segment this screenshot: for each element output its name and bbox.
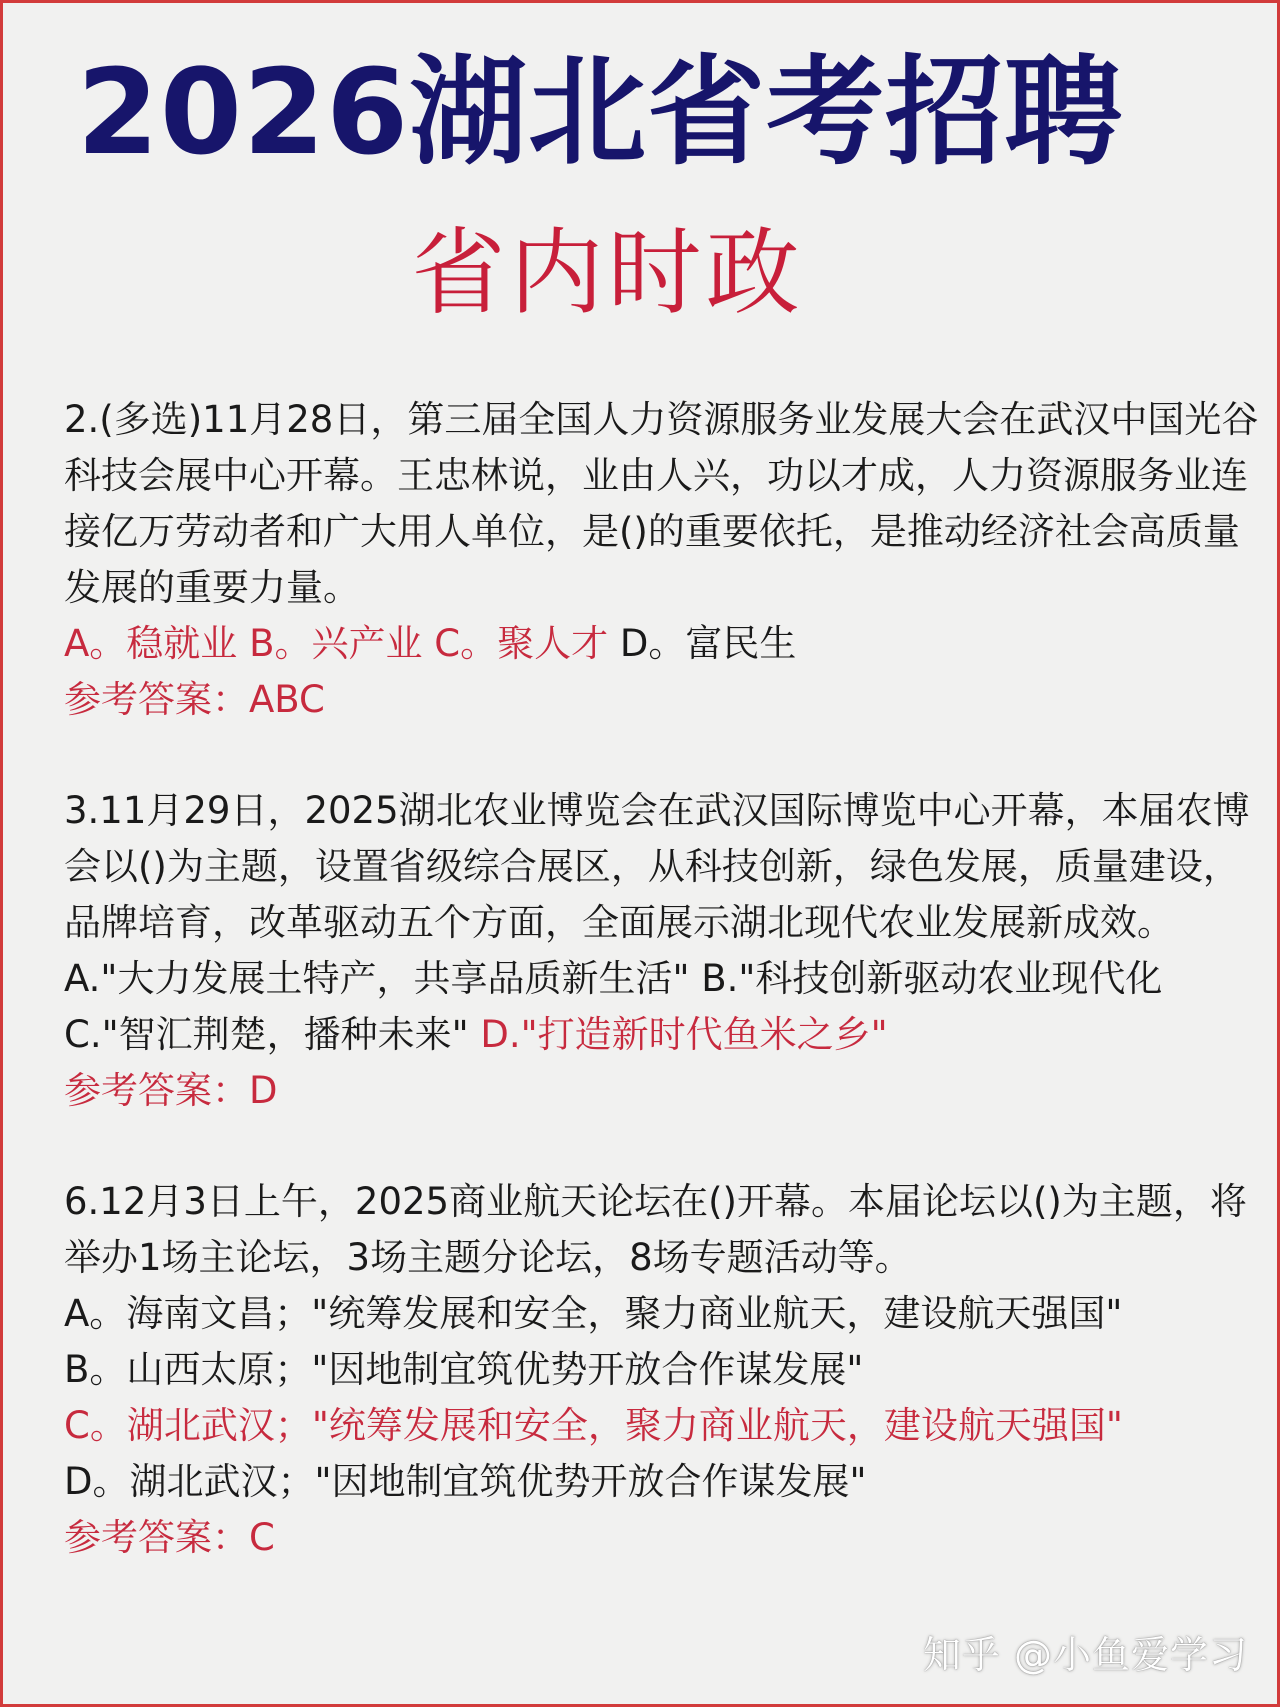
question-3 xyxy=(64,783,1264,1119)
question-list xyxy=(64,392,1264,1566)
question-options-row-1 xyxy=(64,951,1264,1007)
answer-line: 参考答案：D xyxy=(64,1069,278,1112)
question-options-row-2 xyxy=(64,1007,1264,1063)
option-d: D。富民生 xyxy=(619,622,797,665)
option-a-correct: A。稳就业 xyxy=(64,622,238,665)
option-c-correct: C。湖北武汉；"统筹发展和安全，聚力商业航天，建设航天强国" xyxy=(64,1404,1123,1447)
question-stem: 3.11月29日，2025湖北农业博览会在武汉国际博览中心开幕，本届农博会以()为主题，设置省级综合展区，从科技创新，绿色发展，质量建设，品牌培育，改革驱动五个方面，全面展示湖北现代农业发展新成效。 xyxy=(64,789,1250,944)
watermark-text: 知乎 @小鱼爱学习 xyxy=(922,1633,1248,1677)
question-stem: 2.(多选)11月28日，第三届全国人力资源服务业发展大会在武汉中国光谷科技会展中心开幕。王忠林说，业由人兴，功以才成，人力资源服务业连接亿万劳动者和广大用人单位，是()的重要依托，是推动经济社会高质量发展的重要力量。 xyxy=(64,398,1259,609)
option-a: A."大力发展土特产，共享品质新生活" xyxy=(64,957,690,1000)
page-subtitle: 省内时政 xyxy=(411,219,804,328)
question-6 xyxy=(64,1174,1264,1566)
option-c: C."智汇荆楚，播种未来" xyxy=(64,1013,469,1056)
option-d-correct: D."打造新时代鱼米之乡" xyxy=(480,1013,888,1056)
option-d: D。湖北武汉；"因地制宜筑优势开放合作谋发展" xyxy=(64,1460,867,1503)
answer-line: 参考答案：ABC xyxy=(64,678,325,721)
answer-line: 参考答案：C xyxy=(64,1516,275,1559)
option-c-correct: C。聚人才 xyxy=(434,622,609,665)
option-b: B。山西太原；"因地制宜筑优势开放合作谋发展" xyxy=(64,1348,864,1391)
question-stem: 6.12月3日上午，2025商业航天论坛在()开幕。本届论坛以()为主题，将举办1场主论坛，3场主题分论坛，8场专题活动等。 xyxy=(64,1180,1247,1279)
option-a: A。海南文昌；"统筹发展和安全，聚力商业航天，建设航天强国" xyxy=(64,1292,1123,1335)
question-2 xyxy=(64,392,1264,728)
question-options xyxy=(64,616,1264,672)
option-b: B."科技创新驱动农业现代化 xyxy=(701,957,1163,1000)
page-title: 2026湖北省考招聘 xyxy=(76,43,1124,181)
option-b-correct: B。兴产业 xyxy=(249,622,423,665)
